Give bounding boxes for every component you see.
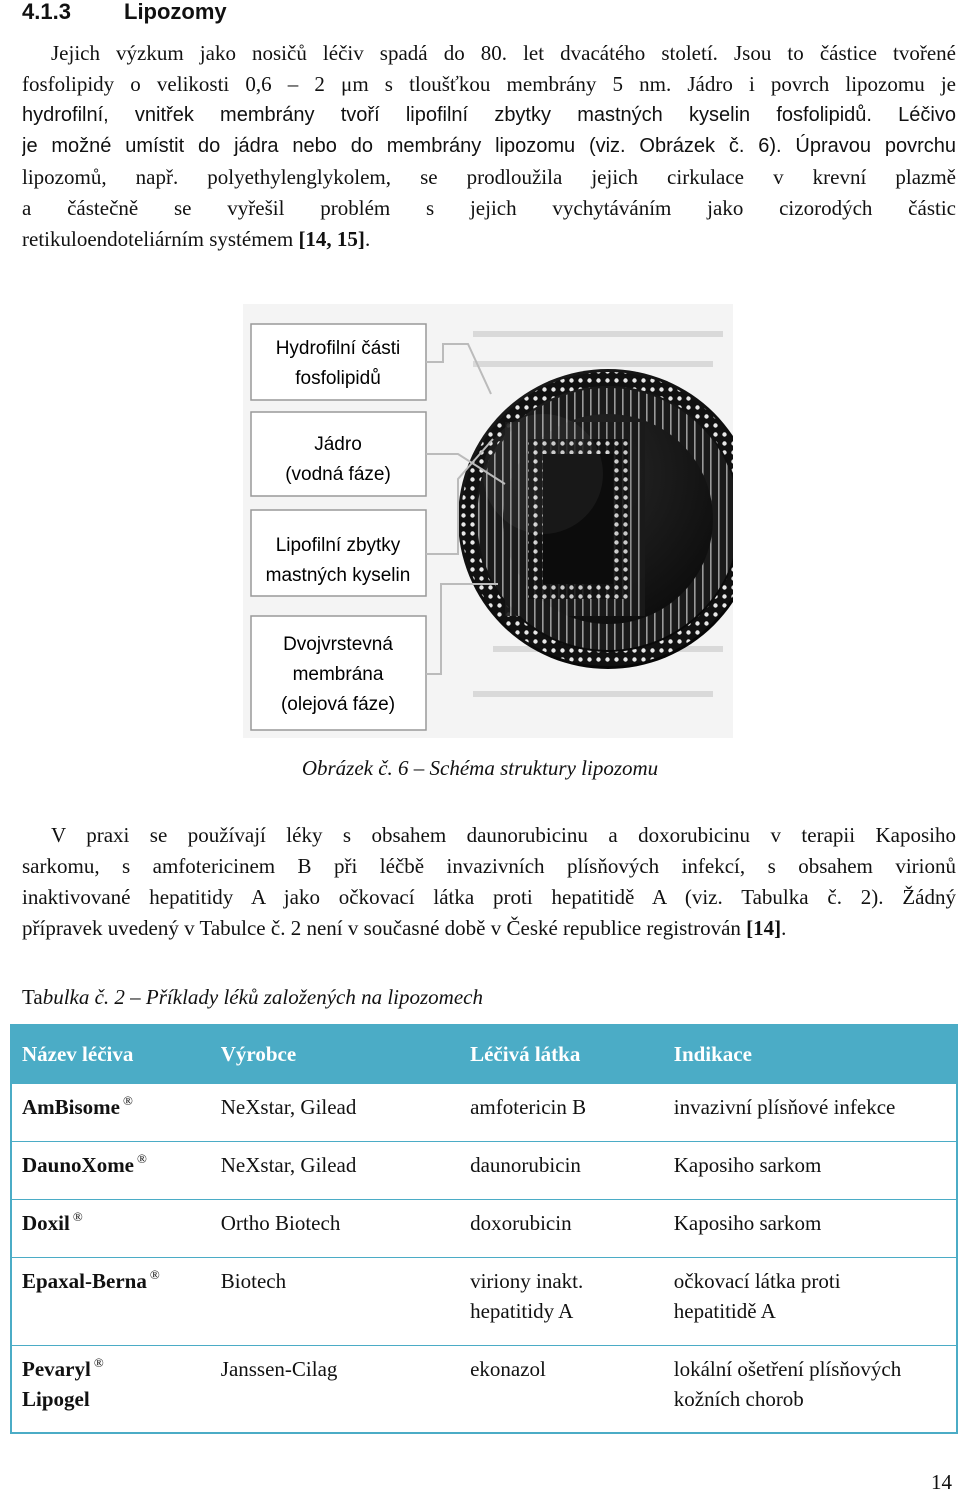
column-header: Výrobce	[211, 1025, 460, 1083]
producer-cell: Janssen-Cilag	[211, 1345, 460, 1433]
figure-label: mastných kyselin	[265, 565, 411, 586]
text-line: Jejich výzkum jako nosičů léčiv spadá do 80. let dvacátého století. Jsou to částice tvořené	[51, 41, 956, 65]
section-heading	[22, 0, 227, 26]
indication-cell: očkovací látka proti hepatitidě A	[664, 1257, 957, 1345]
producer-cell: Biotech	[211, 1257, 460, 1345]
figure-caption: Obrázek č. 6 – Schéma struktury lipozomu	[301, 756, 659, 780]
label-box-core	[251, 412, 426, 496]
substance-cell: amfotericin B	[460, 1083, 664, 1141]
citation: [14, 15]	[298, 227, 365, 251]
figure-label: fosfolipidů	[295, 368, 381, 389]
figure-label: Hydrofilní části	[275, 338, 401, 359]
table-header-row	[11, 1025, 957, 1083]
text-line: a částečně se vyřešil problém s jejich vychytáváním jako cizorodých částic	[22, 196, 956, 220]
drug-name-cell: DaunoXome ®	[11, 1141, 211, 1199]
text-line: fosfolipidy o velikosti 0,6 – 2 μm s tloušťkou membrány 5 nm. Jádro i povrch lipozomu je	[22, 72, 956, 96]
citation: [14]	[746, 916, 782, 940]
paragraph-liposome-drugs	[22, 820, 956, 944]
producer-cell: Ortho Biotech	[211, 1199, 460, 1257]
indication-cell: Kaposiho sarkom	[664, 1199, 957, 1257]
liposome-diagram	[243, 304, 733, 738]
table-row	[11, 1141, 957, 1199]
label-box-hydrophilic	[251, 324, 426, 400]
substance-cell: ekonazol	[460, 1345, 664, 1433]
table-row	[11, 1257, 957, 1345]
section-title: Lipozomy	[124, 0, 227, 24]
text-line: lipozomů, např. polyethylenglykolem, se prodloužila jejich cirkulace v krevní plazmě	[22, 165, 956, 189]
figure-label: (vodná fáze)	[285, 464, 391, 485]
text-line: sarkomu, s amfotericinem B při léčbě invazivních plísňových infekcí, s obsahem virionů	[22, 854, 956, 878]
table-row	[11, 1083, 957, 1141]
figure-label: Lipofilní zbytky	[275, 535, 401, 556]
indication-cell: Kaposiho sarkom	[664, 1141, 957, 1199]
text-line: hydrofilní, vnitřek membrány tvoří lipofilní zbytky mastných kyselin fosfolipidů. Léčivo	[22, 104, 956, 126]
producer-cell: NeXstar, Gilead	[211, 1141, 460, 1199]
table-caption: Tabulka č. 2 – Příklady léků založených na lipozomech	[22, 985, 483, 1009]
paragraph-liposomes-intro	[22, 38, 956, 255]
substance-cell: viriony inakt. hepatitidy A	[460, 1257, 664, 1345]
substance-cell: doxorubicin	[460, 1199, 664, 1257]
registered-mark: ®	[93, 1354, 104, 1370]
text-line: přípravek uvedený v Tabulce č. 2 není v současné době v České republice registrován [14].	[22, 916, 787, 940]
figure-label: Dvojvrstevná	[283, 634, 393, 655]
text-line: V praxi se používají léky s obsahem daunorubicinu a doxorubicinu v terapii Kaposiho	[51, 823, 956, 847]
liposome-drugs-table	[10, 1024, 958, 1434]
registered-mark: ®	[137, 1150, 147, 1166]
indication-cell: lokální ošetření plísňových kožních chorob	[664, 1345, 957, 1433]
registered-mark: ®	[72, 1208, 83, 1224]
table-row	[11, 1199, 957, 1257]
drug-name-cell: Pevaryl ® Lipogel	[11, 1345, 211, 1433]
column-header: Indikace	[664, 1025, 957, 1083]
drug-name-cell: Epaxal-Berna ®	[11, 1257, 211, 1345]
registered-mark: ®	[123, 1092, 133, 1108]
section-number: 4.1.3	[22, 0, 71, 24]
label-box-bilayer	[251, 616, 426, 730]
substance-cell: daunorubicin	[460, 1141, 664, 1199]
label-box-lipophilic	[251, 510, 426, 596]
figure-label: Jádro	[314, 434, 362, 455]
producer-cell: NeXstar, Gilead	[211, 1083, 460, 1141]
indication-cell: invazivní plísňové infekce	[664, 1083, 957, 1141]
drug-name-cell: Doxil ®	[11, 1199, 211, 1257]
page-number: 14	[931, 1470, 952, 1494]
text-line: inaktivované hepatitidy A jako očkovací látka proti hepatitidě A (viz. Tabulka č. 2). Žádný	[22, 885, 956, 909]
table-row	[11, 1345, 957, 1433]
registered-mark: ®	[149, 1266, 160, 1282]
column-header: Název léčiva	[11, 1025, 211, 1083]
drug-name-cell: AmBisome ®	[11, 1083, 211, 1141]
text-line: je možné umístit do jádra nebo do membrány lipozomu (viz. Obrázek č. 6). Úpravou povrchu	[22, 135, 956, 157]
text-line: retikuloendoteliárním systémem [14, 15].	[22, 227, 371, 251]
column-header: Léčivá látka	[460, 1025, 664, 1083]
figure-label: (olejová fáze)	[280, 694, 396, 715]
figure-label: membrána	[292, 664, 384, 685]
